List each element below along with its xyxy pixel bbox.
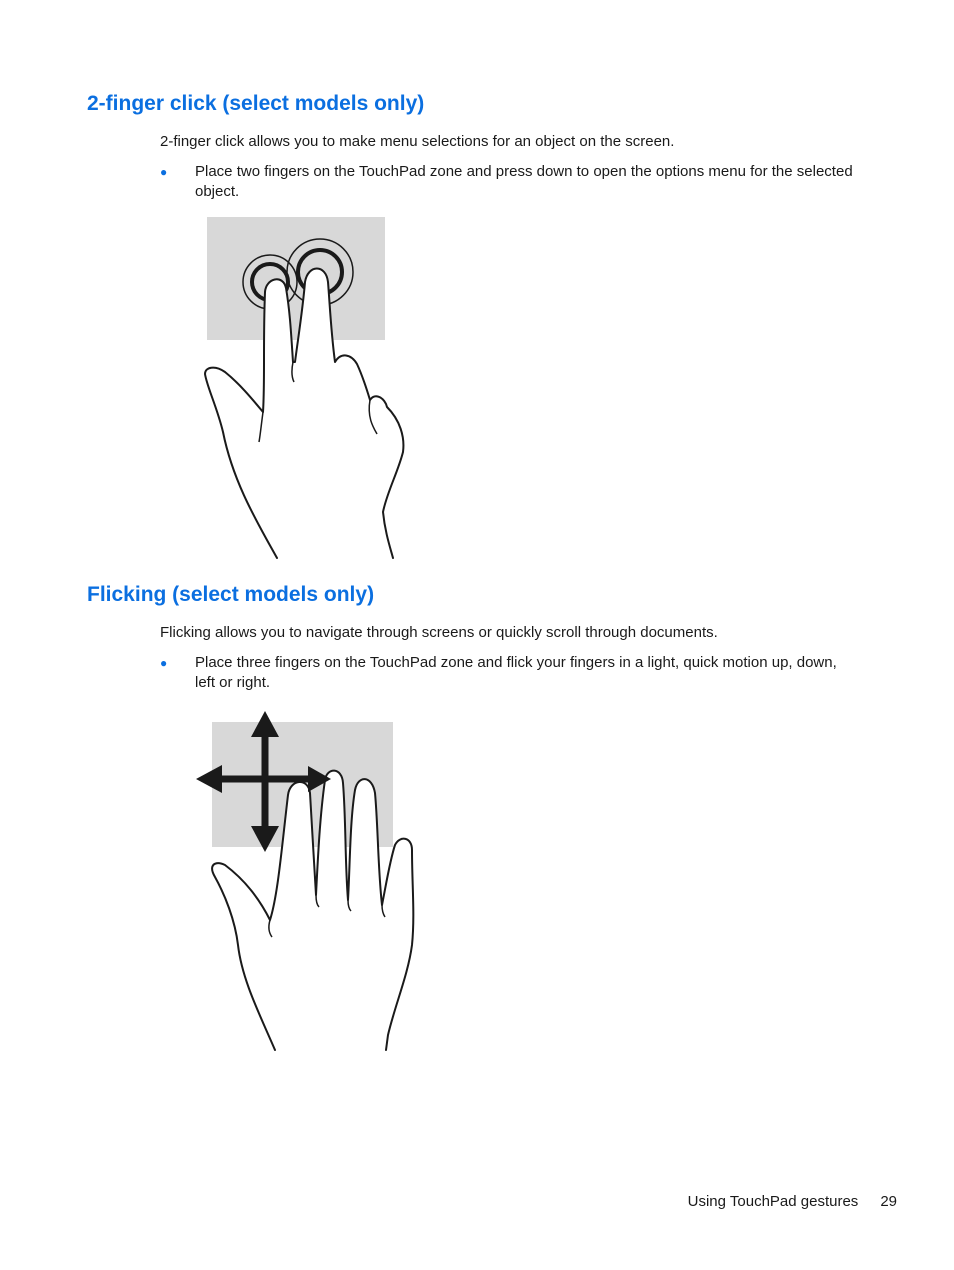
touchpad-zone bbox=[207, 217, 385, 340]
section-heading-flicking: Flicking (select models only) bbox=[87, 583, 375, 606]
section-intro-two-finger-click: 2-finger click allows you to make menu selections for an object on the screen. bbox=[160, 133, 675, 150]
page-number: 29 bbox=[880, 1193, 897, 1210]
two-finger-click-illustration bbox=[195, 212, 415, 562]
section-heading-two-finger-click: 2-finger click (select models only) bbox=[87, 92, 425, 115]
flicking-illustration bbox=[190, 705, 430, 1055]
page-footer bbox=[688, 1192, 897, 1212]
section-intro-flicking: Flicking allows you to navigate through screens or quickly scroll through documents. bbox=[160, 624, 718, 641]
bullet-text-flicking: Place three fingers on the TouchPad zone and flick your fingers in a light, quick motion up, down, left or right. bbox=[195, 654, 837, 691]
bullet-text-two-finger-click: Place two fingers on the TouchPad zone and press down to open the options menu for the selected object. bbox=[195, 163, 853, 200]
footer-section-title: Using TouchPad gestures bbox=[687, 1193, 859, 1210]
bullet-dot-icon: ● bbox=[160, 165, 168, 179]
bullet-dot-icon: ● bbox=[160, 656, 168, 670]
